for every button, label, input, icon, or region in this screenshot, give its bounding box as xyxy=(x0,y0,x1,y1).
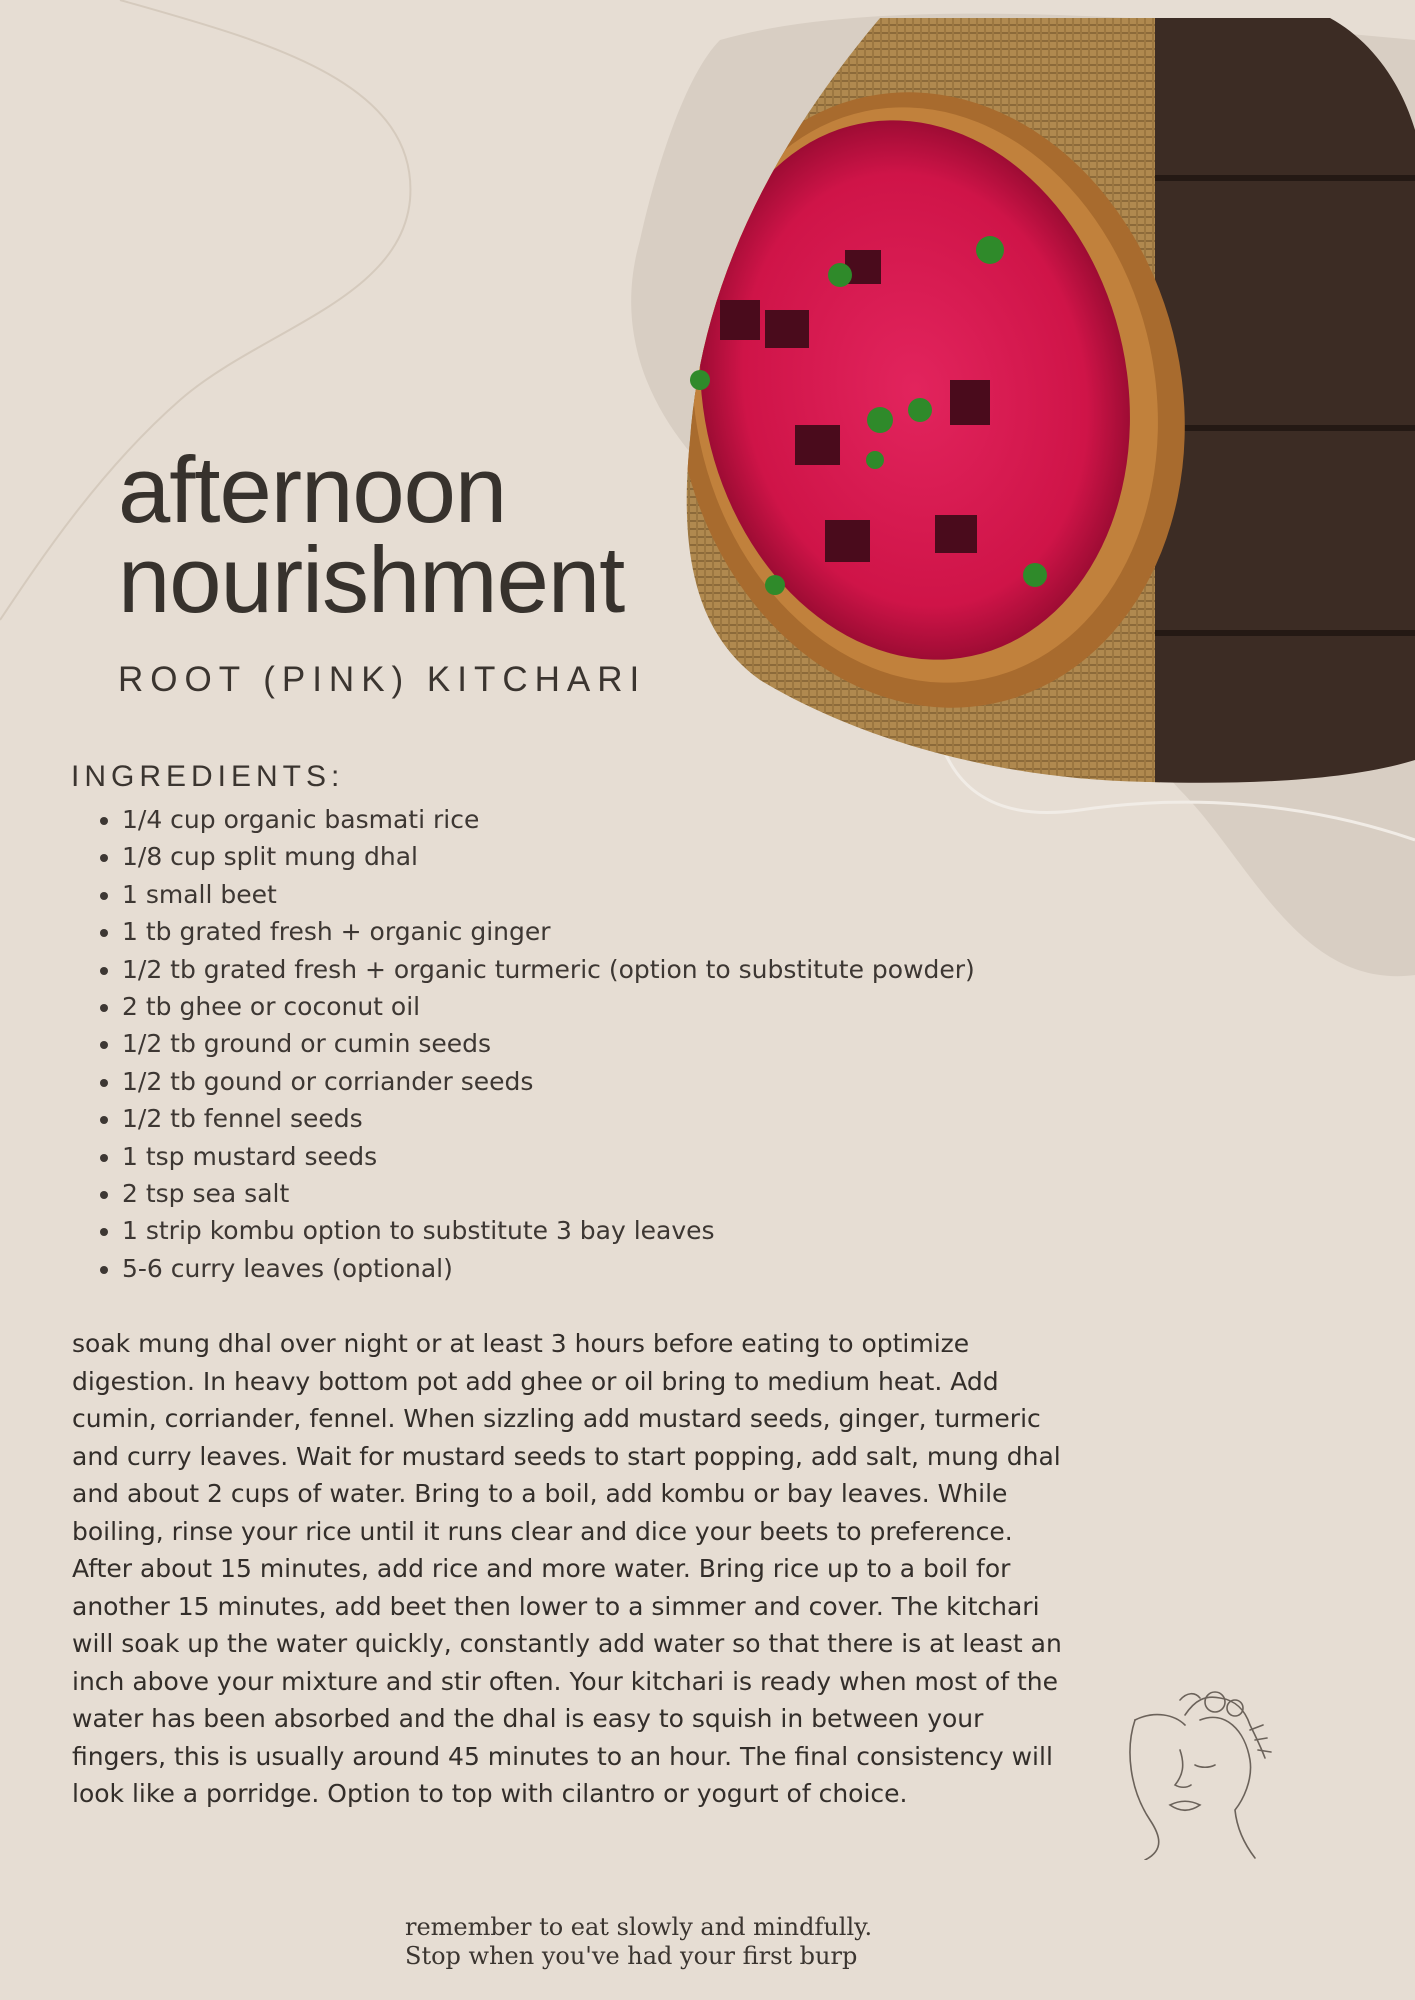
ingredient-item: • 1 tsp mustard seeds xyxy=(122,1138,975,1175)
face-line-art-illustration xyxy=(1125,1680,1285,1860)
recipe-subtitle: ROOT (PINK) KITCHARI xyxy=(118,660,647,699)
ingredients-heading: INGREDIENTS: xyxy=(71,760,345,793)
ingredient-item: • 2 tb ghee or coconut oil xyxy=(122,988,975,1025)
footer-note xyxy=(405,1913,872,1971)
ingredient-item: • 1/8 cup split mung dhal xyxy=(122,838,975,875)
ingredient-item: • 1/2 tb grated fresh + organic turmeric (option to substitute powder) xyxy=(122,951,975,988)
ingredient-item: • 2 tsp sea salt xyxy=(122,1175,975,1212)
title-line-2: nourishment xyxy=(118,527,625,632)
recipe-title xyxy=(118,437,625,632)
title-line-1: afternoon xyxy=(118,437,507,542)
ingredients-list xyxy=(72,801,975,1287)
ingredient-item: • 1 small beet xyxy=(122,876,975,913)
ingredient-item: • 1 tb grated fresh + organic ginger xyxy=(122,913,975,950)
ingredient-item: • 5-6 curry leaves (optional) xyxy=(122,1250,975,1287)
ingredient-item: • 1/2 tb gound or corriander seeds xyxy=(122,1063,975,1100)
ingredient-item: • 1/4 cup organic basmati rice xyxy=(122,801,975,838)
ingredient-item: • 1/2 tb fennel seeds xyxy=(122,1100,975,1137)
footer-line-1: remember to eat slowly and mindfully. xyxy=(405,1913,873,1941)
footer-line-2: Stop when you've had your first burp xyxy=(405,1942,858,1970)
ingredient-item: • 1 strip kombu option to substitute 3 bay leaves xyxy=(122,1212,975,1249)
ingredient-item: • 1/2 tb ground or cumin seeds xyxy=(122,1025,975,1062)
method-paragraph: soak mung dhal over night or at least 3 hours before eating to optimize digestion. In heavy bottom pot add ghee or oil bring to medium heat. Add cumin, corriander, fennel. When sizzling add mustard seeds, ginger, turmeric and curry leaves. Wait for mustard seeds to start popping, add salt, mung dhal and about 2 cups of water. Bring to a boil, add kombu or bay leaves. While boiling, rinse your rice until it runs clear and dice your beets to preference. After about 15 minutes, add rice and more water. Bring rice up to a boil for another 15 minutes, add beet then lower to a simmer and cover. The kitchari will soak up the water quickly, constantly add water so that there is at least an inch above your mixture and stir often. Your kitchari is ready when most of the water has been absorbed and the dhal is easy to squish in between your fingers, this is usually around 45 minutes to an hour. The final consistency will look like a porridge. Option to top with cilantro or yogurt of choice. xyxy=(72,1329,1062,1808)
